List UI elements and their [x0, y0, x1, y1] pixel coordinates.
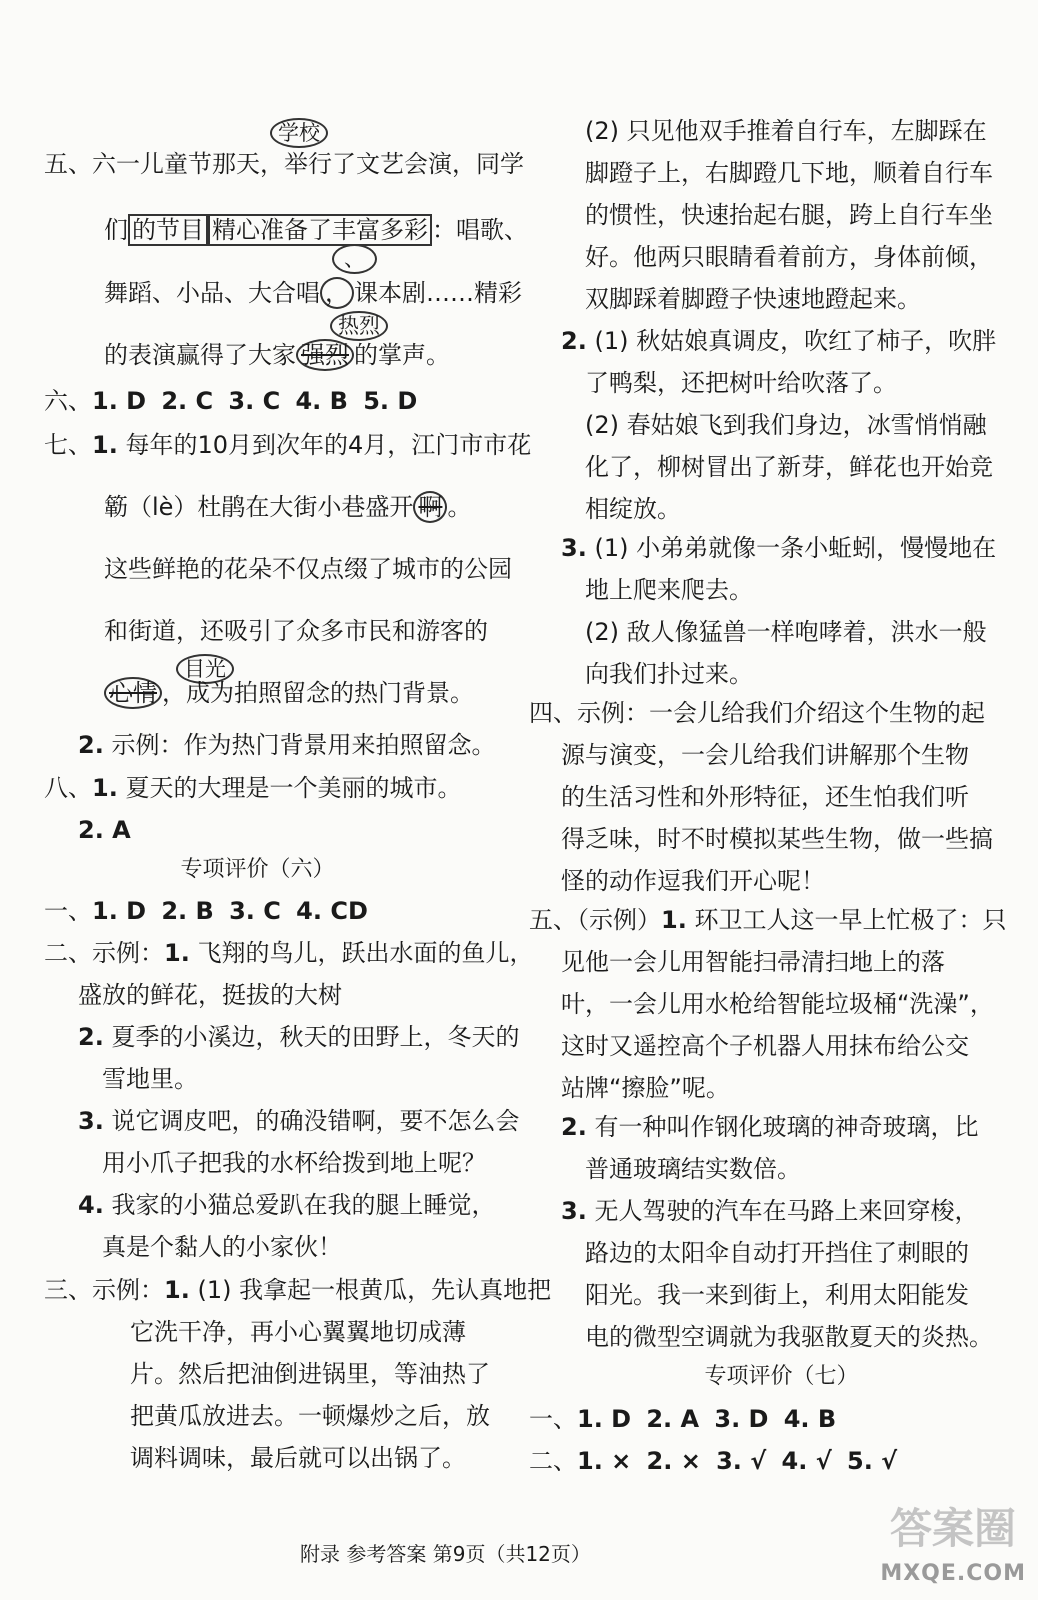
q5-line-3: 舞蹈、小品、大合唱 ， 课本剧……精彩 [104, 279, 522, 307]
r-line-5: 双脚踩着脚蹬子快速地蹬起来。 [585, 285, 921, 313]
r-line-16: 源与演变，一会儿给我们讲解那个生物 [561, 741, 969, 769]
r-line-19: 怪的动作逗我们开心呢！ [561, 867, 825, 895]
q8-line-2: 2. A [78, 816, 131, 844]
s6-q3-line-2: 它洗干净，再小心翼翼地切成薄 [130, 1318, 466, 1346]
section-title-7: 专项评价（七） [704, 1364, 859, 1389]
q7-line-6: 2. 示例：作为热门背景用来拍照留念。 [78, 731, 496, 759]
s6-q3-line-1: 三、示例：1. (1) 我拿起一根黄瓜，先认真地把 [44, 1276, 552, 1304]
s6-q3-line-4: 把黄瓜放进去。一顿爆炒之后，放 [130, 1402, 490, 1430]
s6-q2-line-8: 真是个黏人的小家伙！ [102, 1233, 342, 1261]
r-line-14: 向我们扑过来。 [585, 660, 753, 688]
r-line-1: (2) 只见他双手推着自行车，左脚踩在 [585, 117, 987, 145]
section-title-6: 专项评价（六） [180, 857, 335, 882]
r-line-8: (2) 春姑娘飞到我们身边，冰雪悄悄融 [585, 411, 987, 439]
r-line-17: 的生活习性和外形特征，还生怕我们听 [561, 783, 969, 811]
r-line-23: 这时又遥控高个子机器人用抹布给公交 [561, 1032, 969, 1060]
r-line-2: 脚蹬子上，右脚蹬几下地，顺着自行车 [585, 159, 993, 187]
s6-q2-line-3: 2. 夏季的小溪边，秋天的田野上，冬天的 [78, 1023, 520, 1051]
r-line-27: 3. 无人驾驶的汽车在马路上来回穿梭， [561, 1197, 979, 1225]
annotation-comma: 、 [332, 244, 377, 274]
s7-q2-answers: 二、1. × 2. × 3. √ 4. √ 5. √ [529, 1447, 898, 1475]
r-line-26: 普通玻璃结实数倍。 [585, 1155, 801, 1183]
r-line-13: (2) 敌人像猛兽一样咆哮着，洪水一般 [585, 618, 987, 646]
annotation-hot: 热烈 [330, 311, 388, 341]
r-line-6: 2. (1) 秋姑娘真调皮，吹红了柿子，吹胖 [561, 327, 997, 355]
r-line-3: 的惯性，快速抬起右腿，跨上自行车坐 [585, 201, 993, 229]
q5-line-1: 五、六一儿童节那天，举行了文艺会演，同学 [44, 150, 524, 178]
q7-line-1: 七、1. 每年的10月到次年的4月，江门市市花 [44, 431, 532, 459]
r-line-28: 路边的太阳伞自动打开挡住了刺眼的 [585, 1239, 969, 1267]
q5-line-4: 的表演赢得了大家 强烈 的掌声。 [104, 341, 450, 369]
r-line-12: 地上爬来爬去。 [585, 576, 753, 604]
r-line-15: 四、示例：一会儿给我们介绍这个生物的起 [529, 699, 985, 727]
q5-line-2: 们 的节目 精心准备了丰富多彩 ：唱歌、 [104, 216, 528, 244]
r-line-10: 相绽放。 [585, 495, 681, 523]
s6-q3-line-3: 片。然后把油倒进锅里，等油热了 [130, 1360, 490, 1388]
r-line-7: 了鸭梨，还把树叶给吹落了。 [585, 369, 897, 397]
annotation-school: 学校 [270, 118, 328, 148]
page-footer: 附录 参考答案 第9页（共12页） [300, 1542, 591, 1566]
annotation-gaze: 目光 [176, 654, 234, 684]
s6-q2-line-5: 3. 说它调皮吧，的确没错啊，要不怎么会 [78, 1107, 520, 1135]
r-line-24: 站牌“擦脸”呢。 [561, 1074, 730, 1102]
r-line-18: 得乏味，时不时模拟某些生物，做一些搞 [561, 825, 993, 853]
s6-q2-line-2: 盛放的鲜花，挺拔的大树 [78, 981, 342, 1009]
r-line-22: 叶，一会儿用水枪给智能垃圾桶“洗澡”， [561, 990, 994, 1018]
s6-q2-line-4: 雪地里。 [102, 1065, 198, 1093]
q6-answers: 六、1. D 2. C 3. C 4. B 5. D [44, 387, 418, 415]
s6-q1-answers: 一、1. D 2. B 3. C 4. CD [44, 897, 368, 925]
r-line-9: 化了，柳树冒出了新芽，鲜花也开始竞 [585, 453, 993, 481]
r-line-25: 2. 有一种叫作钢化玻璃的神奇玻璃，比 [561, 1113, 979, 1141]
q8-line-1: 八、1. 夏天的大理是一个美丽的城市。 [44, 774, 462, 802]
watermark-site: MXQE.COM [880, 1561, 1026, 1586]
s7-q1-answers: 一、1. D 2. A 3. D 4. B [529, 1405, 837, 1433]
s6-q2-line-7: 4. 我家的小猫总爱趴在我的腿上睡觉， [78, 1191, 496, 1219]
q7-line-4: 和街道，还吸引了众多市民和游客的 [104, 617, 488, 645]
s6-q2-line-6: 用小爪子把我的水杯给拨到地上呢？ [102, 1149, 486, 1177]
q7-line-2: 簕（lè）杜鹃在大街小巷盛开 啊 。 [104, 493, 472, 521]
r-line-29: 阳光。我一来到街上，利用太阳能发 [585, 1281, 969, 1309]
r-line-11: 3. (1) 小弟弟就像一条小蚯蚓，慢慢地在 [561, 534, 997, 562]
r-line-21: 见他一会儿用智能扫帚清扫地上的落 [561, 948, 945, 976]
q7-line-3: 这些鲜艳的花朵不仅点缀了城市的公园 [104, 555, 512, 583]
s6-q2-line-1: 二、示例：1. 飞翔的鸟儿，跃出水面的鱼儿， [44, 939, 534, 967]
s6-q3-line-5: 调料调味，最后就可以出锅了。 [130, 1444, 466, 1472]
r-line-20: 五、（示例）1. 环卫工人这一早上忙极了：只 [529, 906, 1007, 934]
r-line-30: 电的微型空调就为我驱散夏天的炎热。 [585, 1323, 993, 1351]
q7-line-5: 心情 ，成为拍照留念的热门背景。 [104, 678, 474, 708]
r-line-4: 好。他两只眼睛看着前方，身体前倾， [585, 243, 993, 271]
watermark-logo: 答案圈 [889, 1504, 1016, 1553]
